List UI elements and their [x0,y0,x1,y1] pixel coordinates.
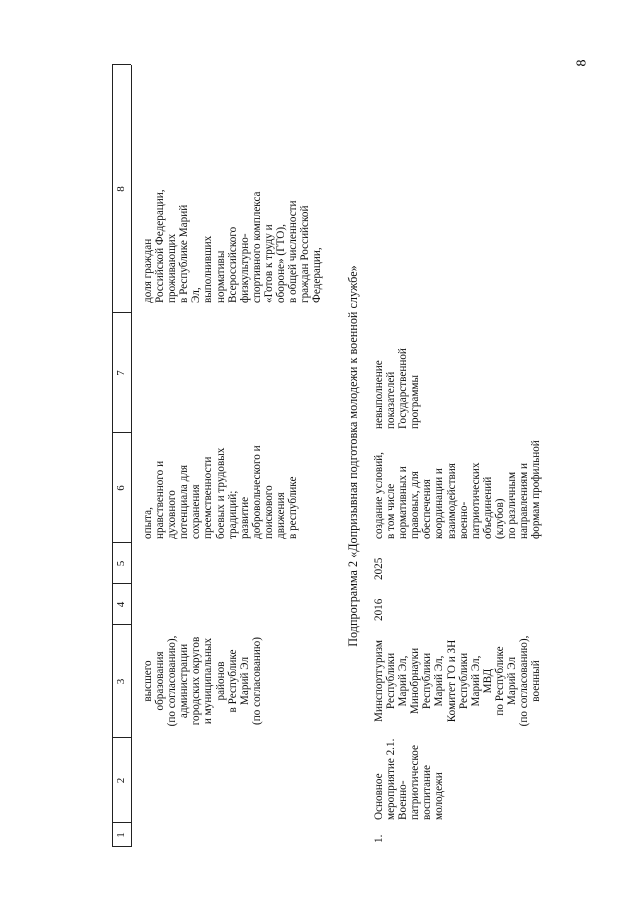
header-col-2: 2 [115,777,127,784]
program-table [112,65,592,847]
activity-name: Основное мероприятие 2.1. Военно- патриотическое воспитание молодежи [373,738,446,820]
header-col-3: 3 [115,678,127,685]
consequences: невыполнение показателей Государственной программы [373,348,422,429]
header-col-4: 4 [115,601,127,608]
responsible-executors: Минспортгуризм Республики Марий Эл, Минобрнауки Республики Марий Эл, Комитет ГО и ЗН Республики Марий Эл, МВД по Республике Марий Эл (по согласованию), военный [373,635,543,727]
row-number: 1. [373,834,385,843]
continued-executors: высшего образования (по согласованию), администрации городских округов и муниципальных районов в Республике Марий Эл (по согласованию) [142,635,263,727]
header-col-1: 1 [115,832,127,838]
header-col-5: 5 [115,560,127,567]
continued-indicator: доля граждан Российской Федерации, проживающих в Республике Марий Эл, выполнивших нормативы Всероссийского физкультурно- спортивного комплекса «Готов к труду и обороне» (ГТО), в общей численности граждан Российской Федерации, [142,189,324,303]
header-col-6: 6 [115,485,127,491]
page-number: 8 [574,59,590,67]
header-bottom-border [131,65,132,847]
start-year: 2016 [373,598,385,621]
header-col-8: 8 [115,186,127,192]
continued-expected-result: опыта, нравственного и духовного потенциала для сохранения преемственности боевых и трудовых традиций; развитие добровольческого и поискового движения в республике [142,445,300,539]
table-top-border [112,65,113,847]
end-year: 2025 [373,557,385,580]
header-col-7: 7 [115,370,127,376]
subprogram-title: Подпрограмма 2 «Допризывная подготовка молодежи к военной службе» [346,265,360,647]
expected-result: создание условий, в том числе нормативных и правовых, для обеспечения координации и взаимодействия военно- патриотических объединений (клубов) по различным направлениям и формам профильной [373,440,543,539]
